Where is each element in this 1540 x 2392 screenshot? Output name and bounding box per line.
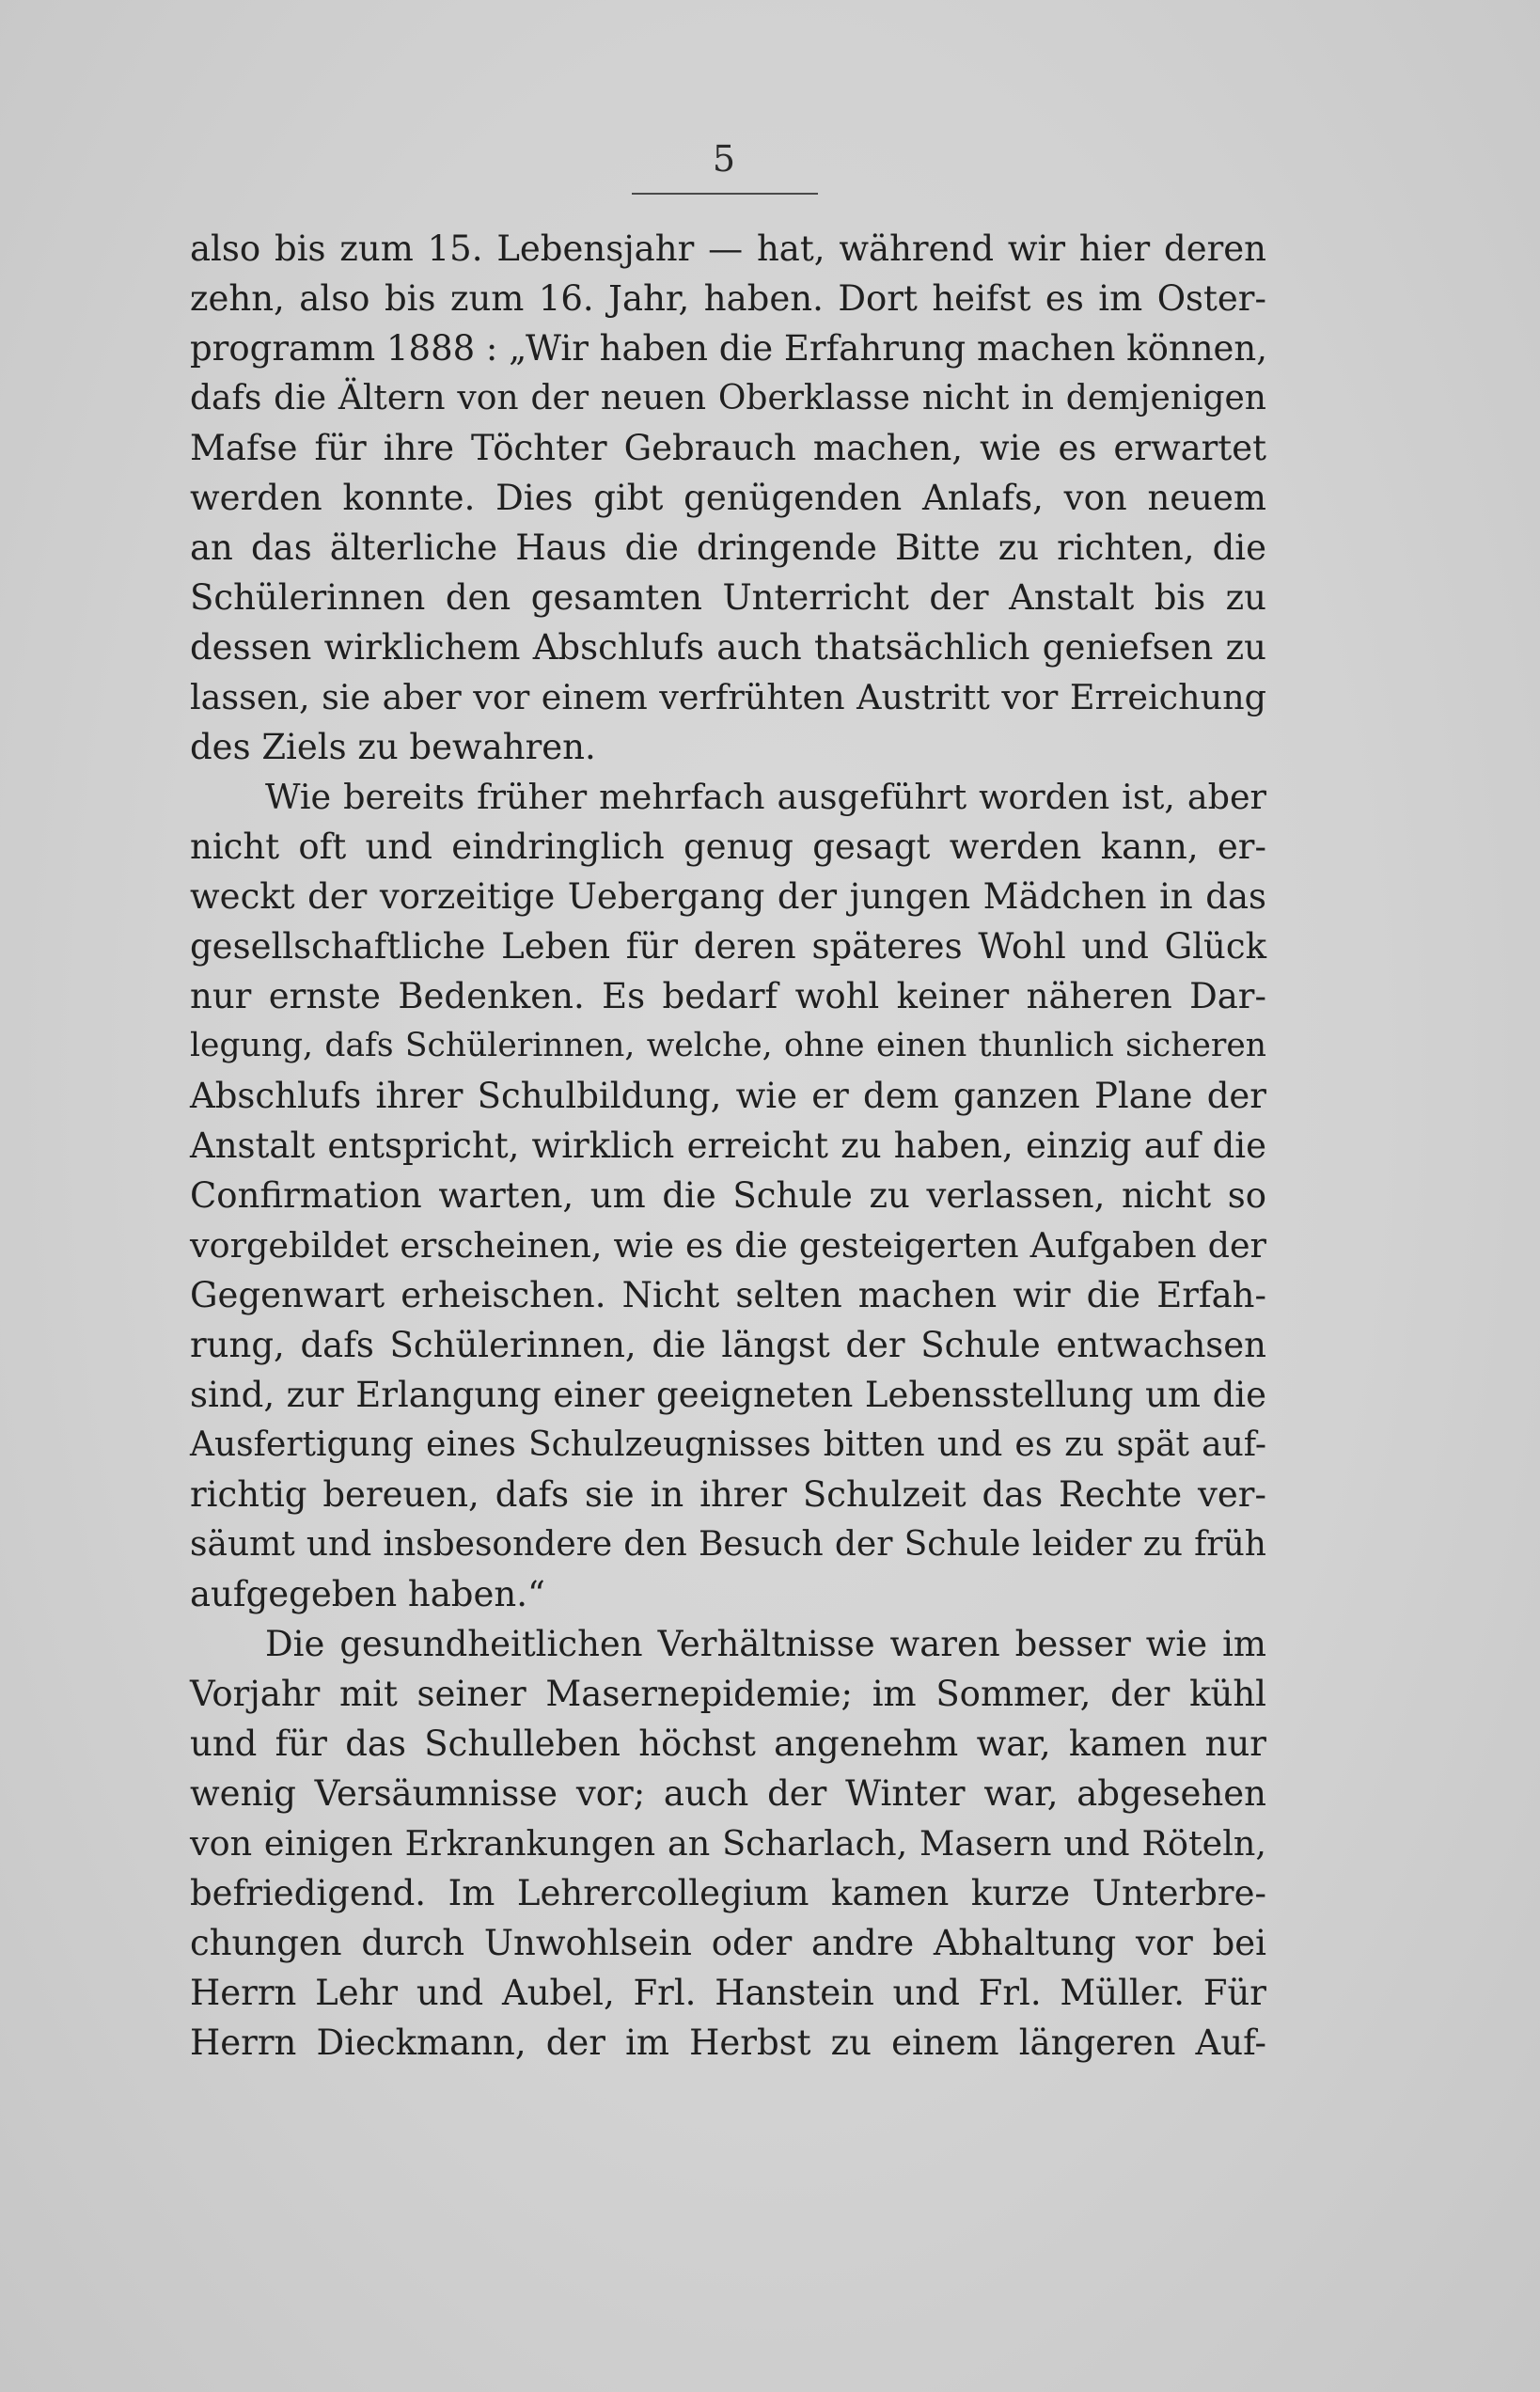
text-line: wenig Versäumnisse vor; auch der Winter war, abgesehen (190, 1773, 1266, 1814)
text-line: Vorjahr mit seiner Masernepidemie; im Sommer, der kühl (190, 1674, 1266, 1714)
text-line: richtig bereuen, dafs sie in ihrer Schulzeit das Rechte ver- (190, 1474, 1266, 1515)
text-line: von einigen Erkrankungen an Scharlach, Masern und Röteln, (190, 1823, 1266, 1864)
text-line: des Ziels zu bewahren. (190, 727, 596, 767)
text-line: Anstalt entspricht, wirklich erreicht zu haben, einzig auf die (190, 1125, 1266, 1166)
text-line: befriedigend. Im Lehrercollegium kamen kurze Unterbre- (190, 1873, 1266, 1913)
text-line: nicht oft und eindringlich genug gesagt werden kann, er- (190, 826, 1266, 867)
text-line: dafs die Ältern von der neuen Oberklasse nicht in demjenigen (190, 379, 1266, 417)
text-line: säumt und insbesondere den Besuch der Schule leider zu früh (190, 1525, 1266, 1564)
text-line: Die gesundheitlichen Verhältnisse waren besser wie im (265, 1624, 1266, 1664)
text-line: gesellschaftliche Leben für deren späteres Wohl und Glück (190, 926, 1266, 967)
text-line: und für das Schulleben höchst angenehm war, kamen nur (190, 1723, 1266, 1764)
text-line: Ausfertigung eines Schulzeugnisses bitten und es zu spät auf- (190, 1425, 1266, 1464)
text-line: Wie bereits früher mehrfach ausgeführt worden ist, aber (265, 777, 1266, 817)
text-line: Mafse für ihre Töchter Gebrauch machen, wie es erwartet (190, 428, 1266, 468)
text-line: nur ernste Bedenken. Es bedarf wohl keiner näheren Dar- (190, 976, 1266, 1016)
text-line: Gegenwart erheischen. Nicht selten machen wir die Erfah- (190, 1275, 1266, 1315)
text-line: Confirmation warten, um die Schule zu verlassen, nicht so (190, 1175, 1266, 1216)
text-line: Schülerinnen den gesamten Unterricht der Anstalt bis zu (190, 577, 1266, 618)
text-line: chungen durch Unwohlsein oder andre Abhaltung vor bei (190, 1923, 1266, 1963)
text-line: vorgebildet erscheinen, wie es die gesteigerten Aufgaben der (190, 1225, 1266, 1266)
page-number: 5 (712, 138, 736, 180)
text-line: weckt der vorzeitige Uebergang der jungen Mädchen in das (190, 876, 1266, 917)
text-line: zehn, also bis zum 16. Jahr, haben. Dort heifst es im Oster- (190, 278, 1266, 319)
text-line: aufgegeben haben.“ (190, 1574, 545, 1614)
text-line: dessen wirklichem Abschlufs auch thatsächlich geniefsen zu (190, 627, 1266, 668)
text-line: rung, dafs Schülerinnen, die längst der Schule entwachsen (190, 1325, 1266, 1365)
text-line: legung, dafs Schülerinnen, welche, ohne einen thunlich sicheren (190, 1027, 1266, 1064)
text-line: Herrn Dieckmann, der im Herbst zu einem längeren Auf- (190, 2022, 1266, 2063)
text-line: programm 1888 : „Wir haben die Erfahrung machen können, (190, 328, 1268, 369)
body-text (190, 224, 1266, 2068)
text-line: lassen, sie aber vor einem verfrühten Austritt vor Erreichung (190, 677, 1266, 717)
text-line: an das älterliche Haus die dringende Bitte zu richten, die (190, 527, 1266, 568)
text-line: werden konnte. Dies gibt genügenden Anlafs, von neuem (190, 478, 1266, 518)
text-line: Herrn Lehr und Aubel, Frl. Hanstein und Frl. Müller. Für (190, 1973, 1266, 2013)
text-line: sind, zur Erlangung einer geeigneten Lebensstellung um die (190, 1375, 1266, 1415)
text-line: Abschlufs ihrer Schulbildung, wie er dem ganzen Plane der (190, 1076, 1266, 1116)
header-rule (632, 193, 818, 195)
text-line: also bis zum 15. Lebensjahr — hat, während wir hier deren (190, 228, 1266, 269)
